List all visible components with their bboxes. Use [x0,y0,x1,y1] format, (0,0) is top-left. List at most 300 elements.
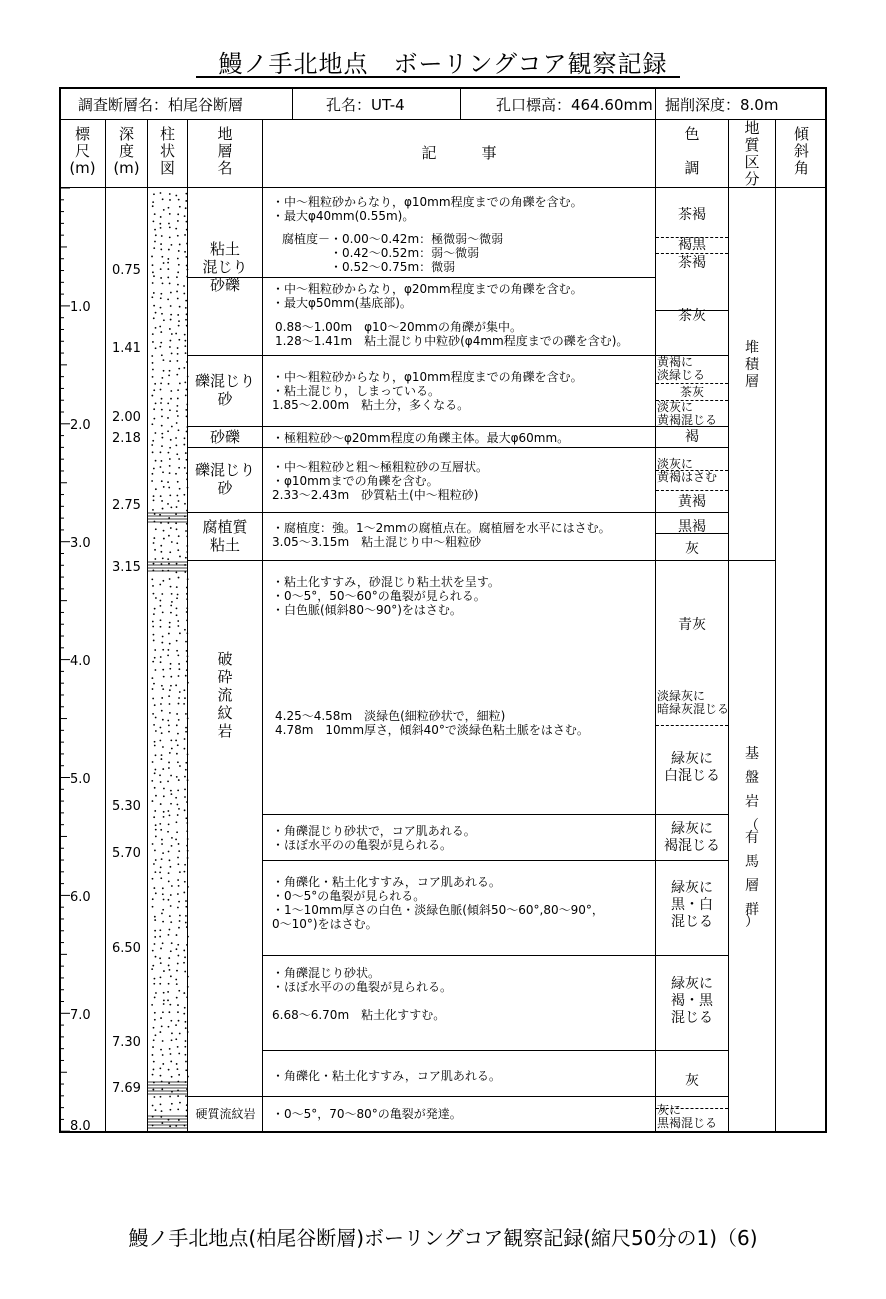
sand-dot [167,720,169,722]
sand-dot [186,830,188,832]
description: ・中～粗粒砂からなり，φ20mm程度までの角礫を含む。 ・最大φ50mm(基底部)。 [272,282,583,310]
sand-dot [186,996,188,998]
boundary-5.30 [262,814,728,815]
sand-dot [154,916,156,918]
sand-dot [163,319,165,321]
sand-dot [153,683,155,685]
scale-label: 5.0 [70,772,91,787]
sand-dot [170,398,172,400]
sand-dot [167,403,169,405]
sand-dot [186,221,188,223]
sand-dot [163,788,165,790]
sand-dot [169,340,171,342]
sand-dot [187,1031,189,1033]
sand-dot [153,887,155,889]
sand-dot [177,955,179,957]
sand-dot [178,885,180,887]
sand-dot [155,402,157,404]
sand-dot [152,713,154,715]
sand-dot [154,558,156,560]
sand-dot [169,703,171,705]
sand-dot [161,1110,163,1112]
sand-dot [167,268,169,270]
color-tone: 淡灰に 黄褐混じる [657,400,718,427]
sand-dot [167,299,169,301]
sand-dot [187,1076,189,1078]
sand-dot [177,620,179,622]
sand-dot [155,234,157,236]
sand-dot [184,334,186,336]
sand-dot [176,563,178,565]
sand-dot [161,843,163,845]
sand-dot [185,557,187,559]
sand-dot [185,530,187,532]
sand-dot [160,758,162,760]
sand-dot [161,313,163,315]
sand-dot [153,247,155,249]
sand-dot [175,473,177,475]
sand-dot [170,685,172,687]
sand-dot [168,1069,170,1071]
description: ・極粗粒砂～φ20mm程度の角礫主体。最大φ60mm。 [272,431,570,445]
sand-dot [168,249,170,251]
sand-dot [184,234,186,236]
color-tone: 茶褐 [678,207,706,223]
sand-dot [186,1109,188,1111]
sand-dot [160,1096,162,1098]
color-tone: 青灰 [678,617,706,633]
sand-dot [185,200,187,202]
sand-dot [178,990,180,992]
description: ・角礫化・粘土化すすみ，コア肌あれる。 ・0～5°の亀裂が見られる。 ・1～10mm厚さの白色・淡緑色脈(傾斜50～60°,80～90°， 0～10°)をはさむ。 [272,875,604,931]
sand-dot [168,872,170,874]
boundary-5.70 [262,860,728,861]
sand-dot [162,746,164,748]
sand-dot [177,1004,179,1006]
sand-dot [161,460,163,462]
sand-dot [183,992,185,994]
sand-dot [176,650,178,652]
sand-dot [153,724,155,726]
sand-dot [169,458,171,460]
sand-dot [186,611,188,613]
boundary-1.41 [187,355,728,356]
color-divider-dashed [656,725,728,726]
sand-dot [167,999,169,1001]
sand-dot [179,1033,181,1035]
sand-dot [178,808,180,810]
sand-dot [160,877,162,879]
depth-label: 6.50 [112,941,141,956]
sand-dot [170,663,172,665]
sand-dot [161,235,163,237]
sand-dot [160,866,162,868]
depth-label: 0.75 [112,263,141,278]
col-header-description: 記 事 [421,144,497,162]
sand-dot [175,195,177,197]
sand-dot [169,643,171,645]
sand-dot [152,800,154,802]
sand-dot [169,193,171,195]
color-tone: 灰 [685,1073,699,1089]
sand-dot [178,250,180,252]
sand-dot [153,499,155,501]
sand-dot [153,542,155,544]
sand-dot [169,472,171,474]
sand-dot [170,894,172,896]
sand-dot [185,713,187,715]
boundary-2.18 [187,447,728,448]
sand-dot [169,447,171,449]
color-tone: 緑灰に 褐・黒 混じる [671,976,713,1026]
sand-dot [169,1096,171,1098]
sand-dot [152,509,154,511]
sand-dot [185,915,187,917]
sand-dot [169,346,171,348]
sand-dot [170,790,172,792]
boundary-7.69 [187,1096,728,1097]
sand-dot [159,1067,161,1069]
sand-dot [170,527,172,529]
sand-dot [175,522,177,524]
sand-dot [161,697,163,699]
sand-dot [177,744,179,746]
sand-dot [152,369,154,371]
sand-dot [152,761,154,763]
sand-dot [159,936,161,938]
sand-dot [160,1075,162,1077]
sand-dot [184,1007,186,1009]
sand-dot [159,600,161,602]
sand-dot [176,970,178,972]
sand-dot [185,409,187,411]
sand-dot [160,1103,162,1105]
sand-dot [177,654,179,656]
sand-dot [179,1102,181,1104]
sand-dot [185,641,187,643]
sand-dot [184,215,186,217]
sand-dot [176,983,178,985]
sand-dot [160,803,162,805]
sand-dot [184,467,186,469]
sand-dot [163,970,165,972]
sand-dot [184,437,186,439]
sand-dot [183,494,185,496]
sand-dot [151,395,153,397]
sand-dot [170,1053,172,1055]
sand-dot [177,213,179,215]
sand-dot [151,296,153,298]
sand-dot [163,1003,165,1005]
depth-label: 2.18 [112,431,141,446]
sand-dot [186,944,188,946]
sand-dot [152,661,154,663]
sand-dot [178,779,180,781]
sand-dot [163,530,165,532]
sand-dot [185,769,187,771]
sand-dot [160,661,162,663]
scale-label: 1.0 [70,300,91,315]
sand-dot [155,992,157,994]
sand-dot [184,881,186,883]
sand-dot [177,789,179,791]
sand-dot [153,1027,155,1029]
sand-dot [163,899,165,901]
sand-dot [175,228,177,230]
sand-dot [152,626,154,628]
sand-dot [168,375,170,377]
sand-dot [152,341,154,343]
geology-lower: 基 盤 岩 （ 有 馬 層 群 ） [745,746,759,930]
sand-dot [178,325,180,327]
sand-dot [179,920,181,922]
description: ・角礫混じり砂状で，コア肌あれる。 ・ほぼ水平のの亀裂が見られる。 [272,824,476,852]
sand-dot [161,858,163,860]
sand-dot [153,292,155,294]
sand-dot [167,810,169,812]
sand-dot [177,1068,179,1070]
sand-dot [155,488,157,490]
sand-dot [160,727,162,729]
sand-dot [175,839,177,841]
sand-dot [177,963,179,965]
sand-dot [154,513,156,515]
sand-dot [167,417,169,419]
sand-dot [161,1088,163,1090]
sand-dot [152,1089,154,1091]
description: ・角礫混じり砂状。 ・ほぼ水平のの亀裂が見られる。 6.68～6.70m 粘土化すすむ。 [272,966,453,1022]
sand-dot [186,313,188,315]
sand-dot [177,271,179,273]
sand-dot [159,1031,161,1033]
hole-name: 孔名：UT-4 [326,96,405,114]
description: ・粘土化すすみ，砂混じり粘土状を呈す。 ・0～5°，50～60°の亀裂が見られる。 ・白色脈(傾斜80～90°)をはさむ。 [272,575,500,617]
sand-dot [187,779,189,781]
sand-dot [179,765,181,767]
sand-dot [170,921,172,923]
sand-dot [177,857,179,859]
scale-label: 4.0 [70,654,91,669]
sand-dot [168,383,170,385]
sand-dot [167,481,169,483]
sand-dot [170,740,172,742]
sand-dot [162,1040,164,1042]
sand-dot [185,1021,187,1023]
sand-dot [184,629,186,631]
sand-dot [151,1004,153,1006]
depth-label: 2.00 [112,410,141,425]
sand-dot [171,845,173,847]
sand-dot [178,320,180,322]
sand-dot [159,983,161,985]
sand-dot [185,1069,187,1071]
col-header-dip: 傾 斜 角 [793,125,809,177]
sand-dot [160,216,162,218]
sand-dot [170,950,172,952]
layer-name: 礫混じり 砂 [194,372,255,408]
sand-dot [154,241,156,243]
sand-dot [178,843,180,845]
sand-dot [154,657,156,659]
depth-label: 7.30 [112,1035,141,1050]
sand-dot [159,223,161,225]
sand-dot [161,445,163,447]
sand-dot [186,632,188,634]
description: ・角礫化・粘土化すすみ，コア肌あれる。 [272,1069,501,1083]
sand-dot [183,892,185,894]
sand-dot [169,1109,171,1111]
sand-dot [167,558,169,560]
sand-dot [168,823,170,825]
sand-dot [155,824,157,826]
sand-dot [170,905,172,907]
sand-dot [187,986,189,988]
sand-dot [151,579,153,581]
sand-dot [152,473,154,475]
sand-dot [162,611,164,613]
sand-dot [162,471,164,473]
sand-dot [169,283,171,285]
sand-dot [152,264,154,266]
sand-dot [176,934,178,936]
sand-dot [183,444,185,446]
sand-dot [154,936,156,938]
sand-dot [168,725,170,727]
sand-dot [160,1017,162,1019]
sand-dot [168,487,170,489]
sand-dot [154,745,156,747]
sand-dot [170,775,172,777]
sand-dot [184,956,186,958]
sand-dot [154,383,156,385]
sand-dot [177,389,179,391]
sand-dot [184,809,186,811]
sand-dot [171,426,173,428]
sand-dot [162,887,164,889]
sand-dot [159,957,161,959]
sand-dot [160,243,162,245]
color-tone: 黄褐に 淡緑じる [657,355,706,382]
sand-dot [169,814,171,816]
sand-dot [184,864,186,866]
color-divider-dashed [656,490,728,491]
sand-dot [154,704,156,706]
sand-dot [178,577,180,579]
sand-dot [175,979,177,981]
sand-dot [163,538,165,540]
sand-dot [179,383,181,385]
sand-dot [161,593,163,595]
sand-dot [162,921,164,923]
sand-dot [177,314,179,316]
sand-dot [155,669,157,671]
sand-dot [169,199,171,201]
sand-dot [159,346,161,348]
sand-dot [169,1125,171,1127]
sand-dot [184,748,186,750]
sand-dot [178,697,180,699]
sand-dot [176,607,178,609]
sand-dot [153,408,155,410]
sand-dot [160,293,162,295]
sand-dot [153,640,155,642]
sand-dot [185,1054,187,1056]
sand-dot [176,506,178,508]
sand-dot [153,193,155,195]
sand-dot [162,508,164,510]
sand-dot [177,353,179,355]
sand-dot [153,1096,155,1098]
sand-dot [176,586,178,588]
layer-name: 粘土 混じり 砂礫 [202,240,248,294]
sand-dot [168,223,170,225]
sand-dot [162,719,164,721]
sand-dot [183,285,185,287]
sand-dot [161,256,163,258]
sand-dot [152,1054,154,1056]
sand-dot [187,857,189,859]
sand-dot [155,859,157,861]
sand-dot [169,915,171,917]
sand-dot [171,541,173,543]
sand-dot [155,754,157,756]
sand-dot [187,838,189,840]
sand-dot [175,740,177,742]
sand-dot [169,236,171,238]
sand-dot [167,991,169,993]
sand-dot [177,549,179,551]
depth-label: 5.30 [112,799,141,814]
sand-dot [170,305,172,307]
sand-dot [178,668,180,670]
sand-dot [177,220,179,222]
description: ・中～粗粒砂からなり，φ10mm程度までの角礫を含む。 ・最大φ40mm(0.55m)。 [272,195,583,223]
sand-dot [169,712,171,714]
sand-dot [186,607,188,609]
sand-dot [169,578,171,580]
sand-dot [167,262,169,264]
scale-label: 3.0 [70,536,91,551]
sand-dot [153,305,155,307]
col-header-layer-name: 地 層 名 [217,125,233,177]
sand-dot [177,298,179,300]
depth-label: 1.41 [112,341,141,356]
sand-dot [152,906,154,908]
sand-dot [176,291,178,293]
sand-dot [176,724,178,726]
sand-dot [177,284,179,286]
sand-dot [162,580,164,582]
sand-dot [178,901,180,903]
color-tone: 緑灰に 黒・白 混じる [671,880,713,930]
sand-dot [170,1061,172,1063]
sand-dot [171,601,173,603]
sand-dot [163,676,165,678]
sand-dot [153,816,155,818]
sand-dot [186,361,188,363]
scale-label: 6.0 [70,890,91,905]
sand-dot [168,881,170,883]
sand-dot [152,440,154,442]
sand-dot [168,207,170,209]
sand-dot [163,816,165,818]
sand-dot [169,370,171,372]
sand-dot [169,866,171,868]
sand-dot [169,859,171,861]
sand-dot [169,622,171,624]
sand-dot [154,997,156,999]
sand-dot [154,608,156,610]
